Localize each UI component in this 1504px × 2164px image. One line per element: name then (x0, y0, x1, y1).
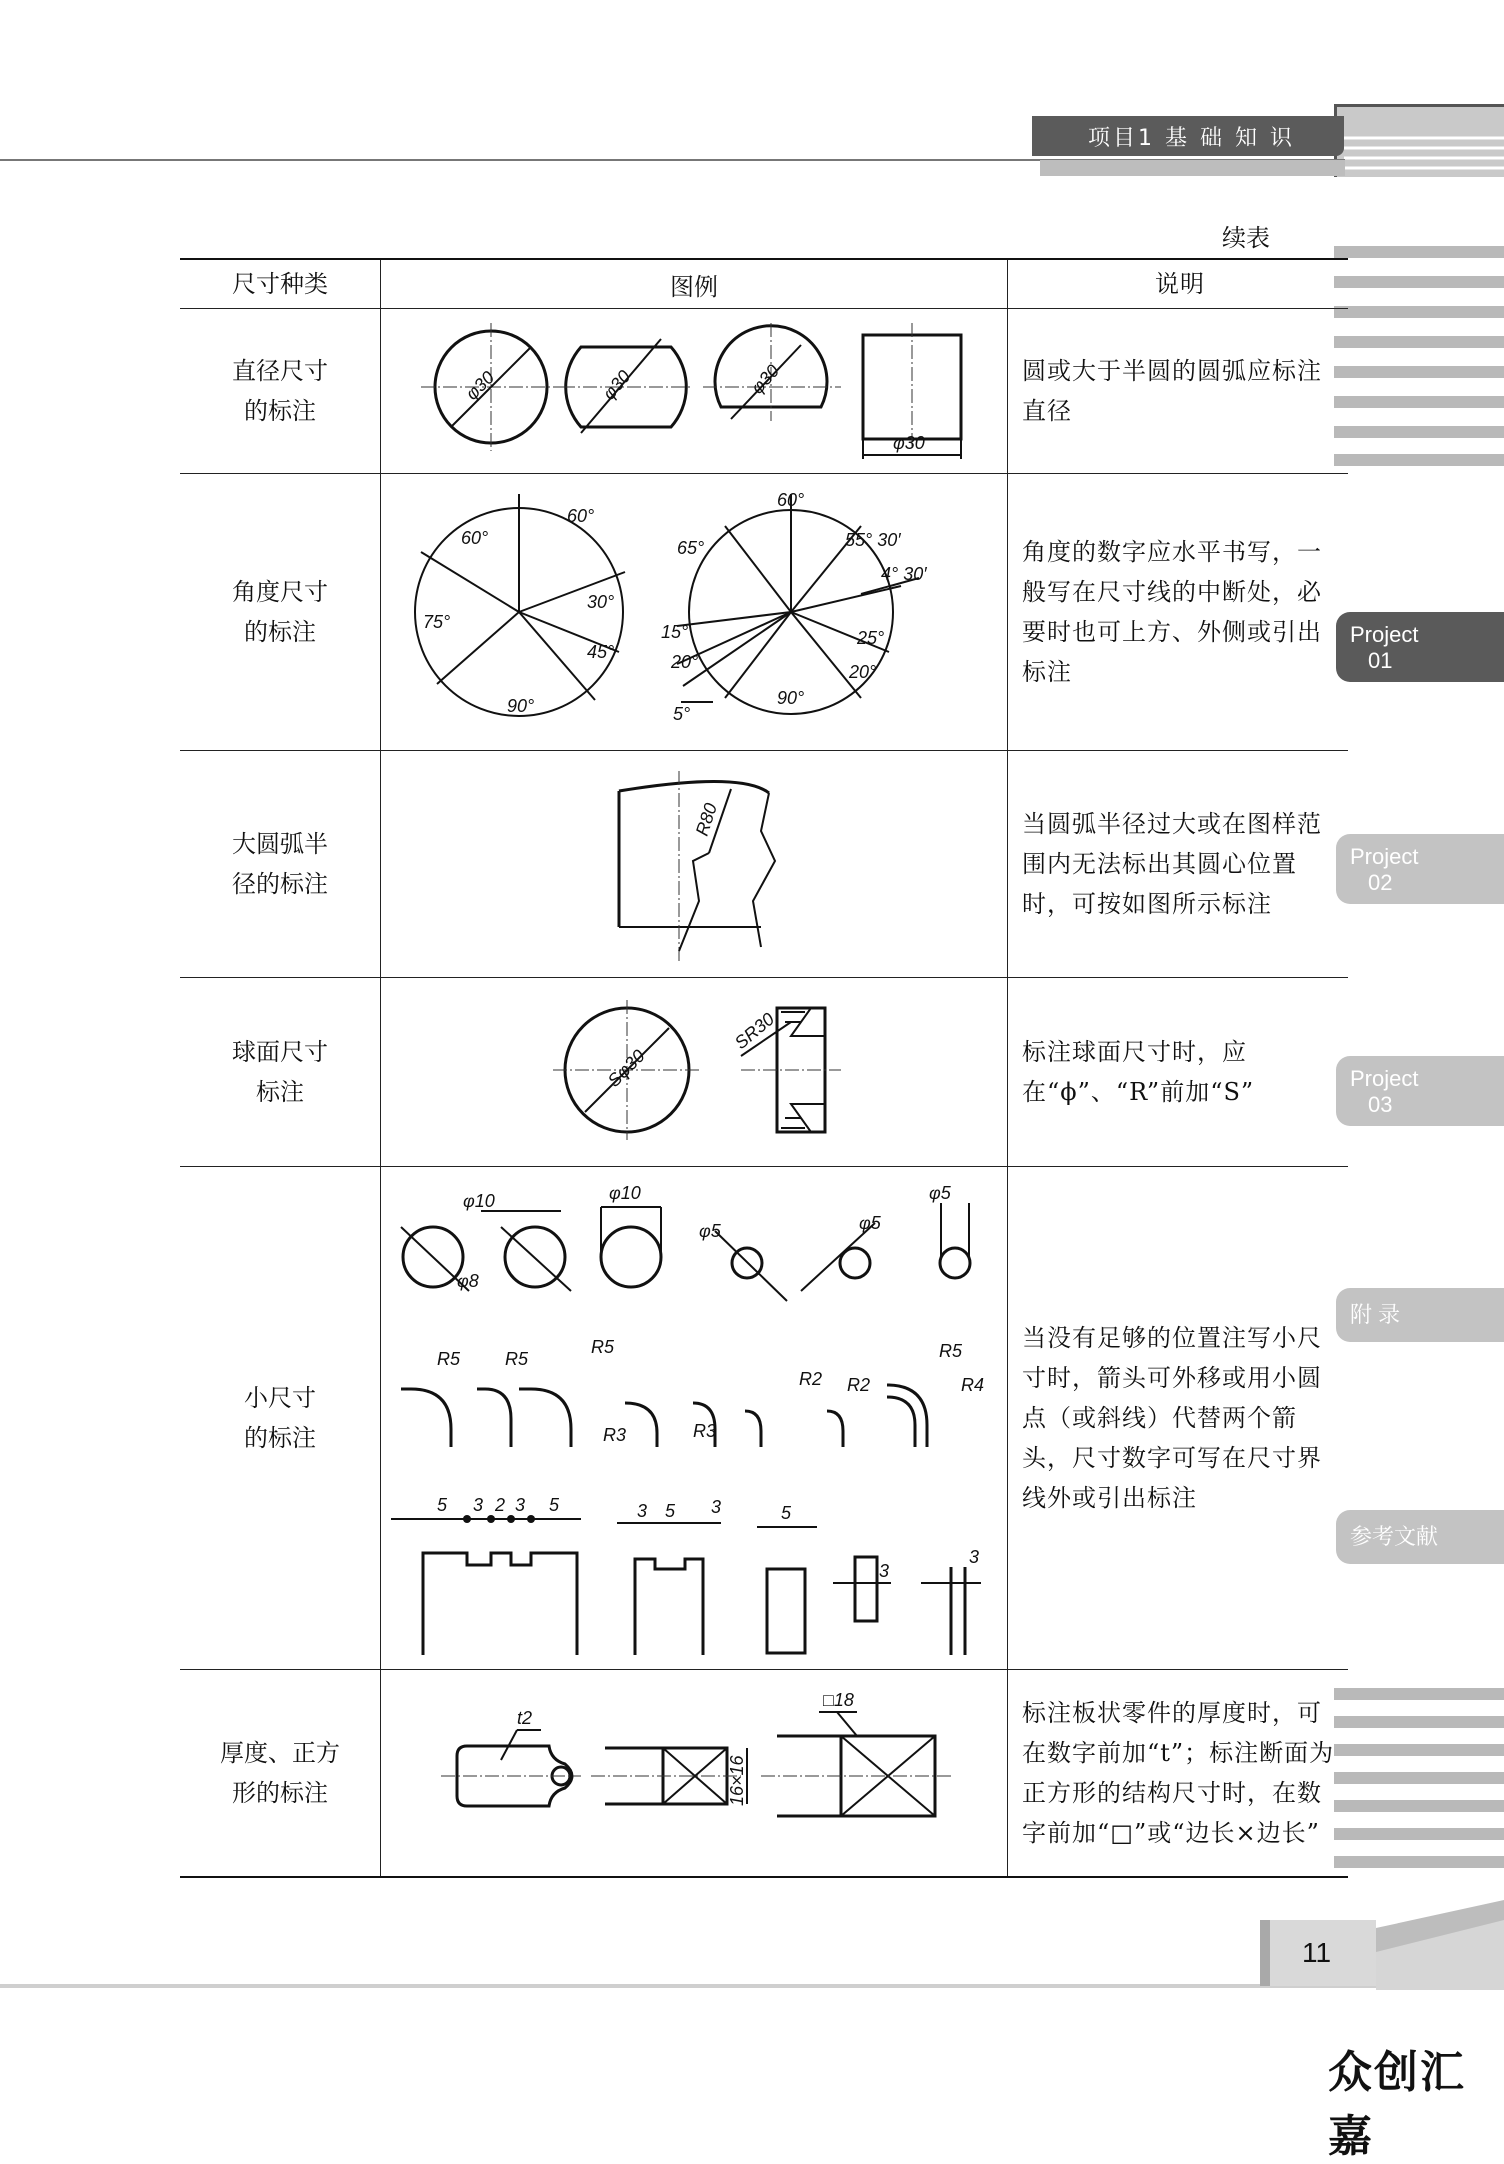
row-description: 角度的数字应水平书写，一般写在尺寸线的中断处，必要时也可上方、外侧或引出标注 (1008, 474, 1349, 751)
svg-text:R5: R5 (591, 1337, 615, 1357)
svg-text:5: 5 (781, 1503, 792, 1523)
svg-text:R80: R80 (691, 800, 722, 839)
svg-text:3: 3 (473, 1495, 484, 1515)
row-category: 小尺寸 的标注 (180, 1167, 381, 1670)
svg-text:5°: 5° (673, 704, 691, 724)
continued-label: 续表 (1222, 224, 1270, 252)
side-stripe (1334, 396, 1504, 408)
svg-text:90°: 90° (507, 696, 535, 716)
svg-text:25°: 25° (857, 628, 885, 648)
svg-text:60°: 60° (567, 506, 595, 526)
svg-text:3: 3 (515, 1495, 526, 1515)
header-desc: 说明 (1008, 259, 1349, 309)
side-stripe (1334, 1856, 1504, 1868)
row-description: 标注板状零件的厚度时，可在数字前加“t”；标注断面为正方形的结构尺寸时，在数字前加“□”或“边长×边长” (1008, 1670, 1349, 1878)
row-description: 当圆弧半径过大或在图样范围内无法标出其圆心位置时，可按如图所示标注 (1008, 751, 1349, 978)
side-stripe (1334, 306, 1504, 318)
nav-tab-references[interactable]: 参考文献 (1336, 1510, 1504, 1564)
side-stripe (1334, 454, 1504, 466)
table-row (180, 1670, 1348, 1878)
table-header-row (180, 259, 1348, 309)
row-description: 当没有足够的位置注写小尺寸时，箭头可外移或用小圆点（或斜线）代替两个箭头，尺寸数字可写在尺寸界线外或引出标注 (1008, 1167, 1349, 1670)
svg-text:3: 3 (969, 1547, 980, 1567)
header-tab-shadow (1040, 160, 1345, 176)
diameter-figure (381, 309, 1008, 474)
svg-text:R2: R2 (847, 1375, 871, 1395)
thickness-figure (381, 1670, 1008, 1878)
svg-text:3: 3 (711, 1497, 722, 1517)
svg-text:φ8: φ8 (457, 1271, 479, 1291)
table-row (180, 978, 1348, 1167)
table-row (180, 474, 1348, 751)
svg-text:45°: 45° (587, 642, 615, 662)
nav-tab-appendix[interactable]: 附 录 (1336, 1288, 1504, 1342)
svg-text:φ30: φ30 (461, 367, 499, 404)
side-stripe (1334, 276, 1504, 288)
svg-text:60°: 60° (777, 490, 805, 510)
svg-text:30°: 30° (587, 592, 615, 612)
svg-text:t2: t2 (517, 1708, 533, 1728)
svg-text:65°: 65° (677, 538, 705, 558)
svg-text:φ30: φ30 (747, 360, 784, 398)
side-stripe (1334, 1800, 1504, 1812)
svg-text:20°: 20° (671, 652, 699, 672)
svg-text:R5: R5 (505, 1349, 529, 1369)
row-category: 大圆弧半 径的标注 (180, 751, 381, 978)
row-category: 角度尺寸 的标注 (180, 474, 381, 751)
side-stripe (1334, 426, 1504, 438)
footer-rule (0, 1984, 1376, 1988)
svg-text:2: 2 (495, 1495, 506, 1515)
nav-tab-project-03[interactable]: Project 03 (1336, 1056, 1504, 1126)
svg-text:φ5: φ5 (699, 1221, 721, 1241)
svg-text:3: 3 (879, 1561, 890, 1581)
side-stripe (1334, 1828, 1504, 1840)
big-arc-figure (381, 751, 1008, 978)
svg-text:φ10: φ10 (463, 1191, 495, 1211)
side-stripe (1334, 246, 1504, 258)
nav-tab-project-01[interactable]: Project 01 (1336, 612, 1504, 682)
row-category: 厚度、正方 形的标注 (180, 1670, 381, 1878)
svg-text:15°: 15° (661, 622, 689, 642)
table-row (180, 309, 1348, 474)
table-row (180, 1167, 1348, 1670)
svg-text:φ30: φ30 (598, 366, 635, 404)
svg-text:R3: R3 (693, 1421, 717, 1441)
svg-text:55° 30′: 55° 30′ (845, 530, 901, 550)
svg-text:SR30: SR30 (730, 1008, 779, 1054)
svg-text:5: 5 (665, 1501, 676, 1521)
svg-text:5: 5 (549, 1495, 560, 1515)
svg-text:75°: 75° (423, 612, 451, 632)
header-type: 尺寸种类 (180, 259, 381, 309)
page-number: 11 (1260, 1920, 1376, 1986)
side-stripe (1334, 1744, 1504, 1756)
side-stripe (1334, 1688, 1504, 1700)
svg-text:φ5: φ5 (929, 1183, 951, 1203)
svg-text:R5: R5 (437, 1349, 461, 1369)
row-category: 直径尺寸 的标注 (180, 309, 381, 474)
svg-text:20°: 20° (849, 662, 877, 682)
angle-figure (381, 474, 1008, 751)
header-figure: 图例 (381, 259, 1008, 309)
svg-text:R3: R3 (603, 1425, 627, 1445)
svg-text:φ5: φ5 (859, 1213, 881, 1233)
svg-text:60°: 60° (461, 528, 489, 548)
svg-text:Sφ30: Sφ30 (603, 1045, 649, 1091)
header-stripes (1344, 130, 1504, 176)
svg-text:φ30: φ30 (893, 433, 925, 453)
svg-text:4° 30′: 4° 30′ (881, 564, 927, 584)
svg-text:φ10: φ10 (609, 1183, 641, 1203)
footer-wedge (1376, 1900, 1504, 1990)
table-row (180, 751, 1348, 978)
svg-text:90°: 90° (777, 688, 805, 708)
side-stripe (1334, 366, 1504, 378)
nav-tab-project-02[interactable]: Project 02 (1336, 834, 1504, 904)
svg-text:5: 5 (437, 1495, 448, 1515)
side-stripe (1334, 1772, 1504, 1784)
side-stripe (1334, 1716, 1504, 1728)
row-description: 标注球面尺寸时，应在“ϕ”、“R”前加“S” (1008, 978, 1349, 1167)
chapter-title: 项目1 基 础 知 识 (1032, 116, 1344, 156)
small-dimension-figure (381, 1167, 1008, 1670)
svg-text:16×16: 16×16 (727, 1755, 747, 1806)
watermark-logo: 众创汇嘉 (1328, 2047, 1466, 2162)
svg-text:□18: □18 (823, 1690, 854, 1710)
row-category: 球面尺寸 标注 (180, 978, 381, 1167)
svg-text:R5: R5 (939, 1341, 963, 1361)
sphere-figure (381, 978, 1008, 1167)
side-stripe (1334, 336, 1504, 348)
row-description: 圆或大于半圆的圆弧应标注直径 (1008, 309, 1349, 474)
svg-text:3: 3 (637, 1501, 648, 1521)
svg-text:R2: R2 (799, 1369, 823, 1389)
svg-text:R4: R4 (961, 1375, 985, 1395)
dimension-table (180, 258, 1335, 1878)
